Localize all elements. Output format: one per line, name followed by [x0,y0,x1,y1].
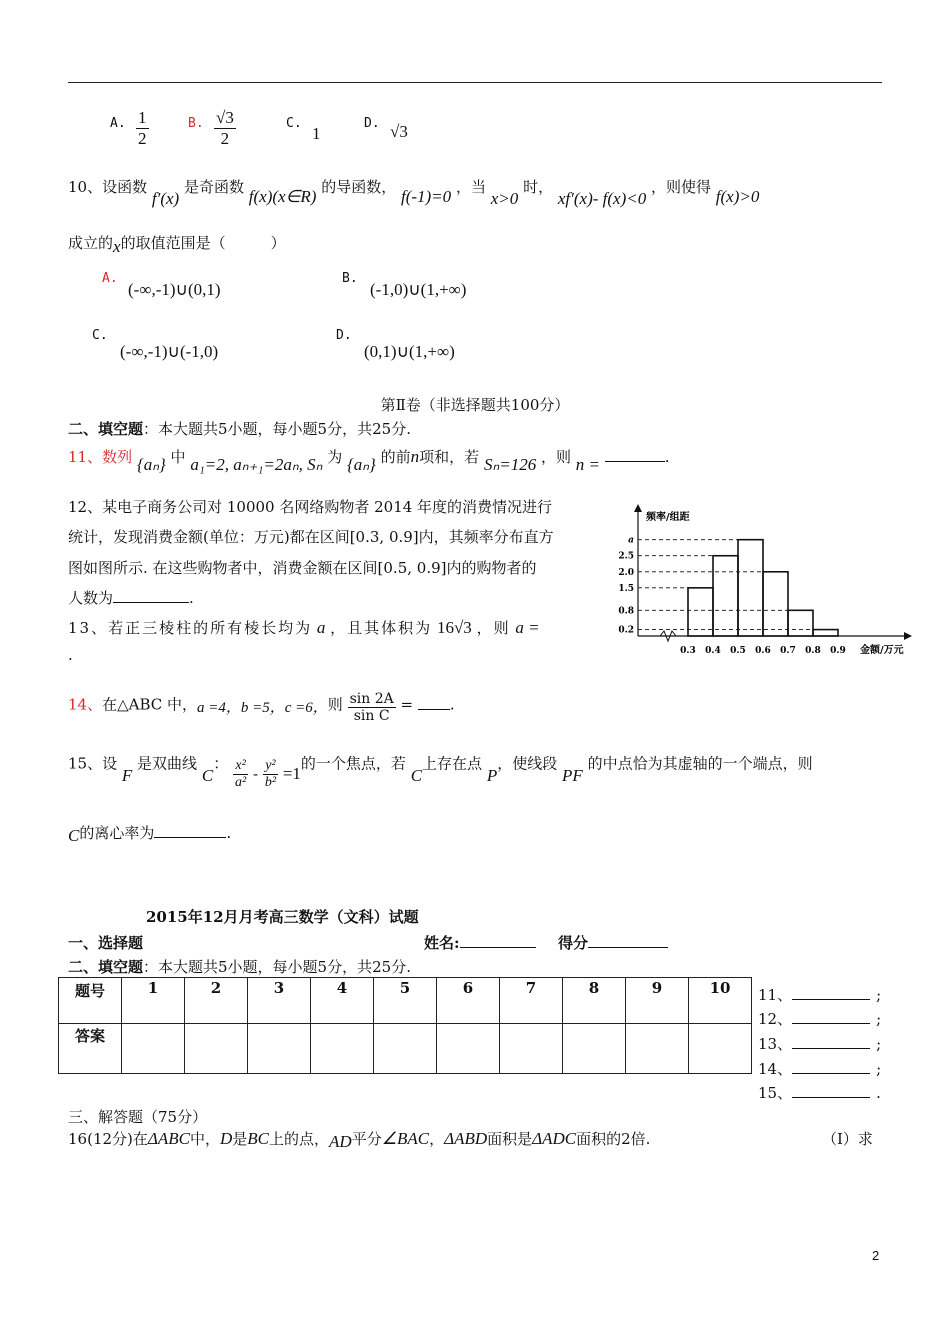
q14-num: 14、 [68,695,103,714]
blank-label: 13、 [758,1035,793,1053]
q15-P: P [486,765,498,785]
q10-line1 [68,176,760,208]
histogram-bar [788,610,813,636]
q15-F: F [121,765,133,785]
q15-t5: ，使线段 [497,754,558,773]
q15-C: C [201,765,214,785]
blank-end: ; [876,1060,882,1078]
blank-14 [758,1058,881,1079]
q-number: 3 [248,978,311,1024]
answer-table [58,977,752,1074]
x-tick-label: 0.9 [830,646,846,656]
histogram-bar [688,588,713,636]
q9-b-num: √3 [216,108,234,127]
q14-eq: = [400,695,414,714]
q11-t5: 项和，若 [419,448,480,466]
q15-t1: 15、设 [68,754,118,773]
q16-t7: 面积是 [487,1130,533,1148]
q16-abc: ΔABC [147,1129,190,1148]
q11-seq2: {aₙ} [346,455,376,474]
q16-adc: ΔADC [532,1129,577,1148]
q15-eq1: =1 [282,763,301,783]
score-label: 得分 [558,934,589,952]
q14-t1: 在△ABC 中， [102,695,198,714]
blank-12 [758,1008,881,1029]
q16-BC: BC [247,1129,270,1148]
q9-option-d-label: D. [364,116,380,131]
x-tick-label: 0.3 [680,646,696,656]
q10-t3: ，当 [455,178,486,196]
q10-opt-b-label: B. [342,271,358,286]
q16-t8: 面积的2倍. [576,1130,651,1148]
x-tick-label: 0.4 [705,646,721,656]
q10-cond2: x>0 [490,189,519,208]
q15-PF: PF [562,765,583,785]
blank-11 [758,984,881,1005]
histogram-bar [738,540,763,636]
q10-cond4: f(x)>0 [715,187,760,206]
q12-line3: 图如图所示. 在这些购物者中，消费金额在区间[0.5, 0.9]内的购物者的 [68,559,537,577]
q10-opt-d-label: D. [336,328,352,343]
q14-end: . [449,695,455,714]
name-blank[interactable] [460,946,536,948]
q15-t6: 的中点恰为其虚轴的一个端点，则 [587,754,813,773]
q10-opt-d: (0,1)∪(1,+∞) [364,342,455,361]
row-head-answer: 答案 [59,1024,122,1074]
blank-end: . [876,1084,881,1102]
q9-option-d-value: √3 [390,122,408,141]
q16-t4: 上的点， [269,1130,330,1148]
q10-opt-b: (-1,0)∪(1,+∞) [370,280,467,299]
q10-cond1: f(-1)=0 [401,187,452,206]
q11 [68,446,670,474]
q12-line4end: . [189,589,194,607]
q13-text1: 13、若正三棱柱的所有棱长均为 [68,619,313,637]
answer-sheet-sec1: 一、选择题 [68,934,144,952]
q11-t2: 中 [170,448,186,466]
q-number: 9 [626,978,689,1024]
q10-t1: 是奇函数 [183,178,244,196]
blank-13 [758,1033,881,1054]
q10-opt-a: (-∞,-1)∪(0,1) [128,280,221,299]
section-3-title: 三、解答题（75分） [68,1108,208,1126]
x-tick-label: 0.7 [780,646,796,656]
y-tick-label: 2.0 [618,567,634,578]
y-tick-label: 1.5 [618,583,634,594]
q14-den-expr: sin C [353,708,390,724]
q10-var: x [113,237,121,256]
q15-a2: a² [234,775,247,790]
blank-end: ; [876,986,882,1004]
q9-option-b-value [214,108,236,149]
x-axis-arrow [904,632,912,640]
q14 [68,689,455,722]
answer-cell-6[interactable] [437,1024,500,1074]
histogram-bar [813,630,838,636]
y-tick-label: 2.5 [618,551,634,562]
answer-cell-2[interactable] [185,1024,248,1074]
q15-line2 [68,822,231,843]
q14-t2: 则 [327,695,343,714]
q11-t4: 的前 [380,448,411,466]
blank-line-11[interactable] [792,998,870,1000]
answer-cell-8[interactable] [563,1024,626,1074]
q10-opt-c: (-∞,-1)∪(-1,0) [120,342,219,361]
histogram-chart [608,500,930,662]
q10-t5: ，则使得 [651,178,712,196]
blank-label: 15、 [758,1084,793,1102]
q16-t6: ， [429,1130,445,1148]
answer-table-answer-row [59,1024,752,1074]
blank-line-12[interactable] [792,1022,870,1024]
q16-D: D [220,1129,233,1148]
q10-opt-a-label: A. [102,271,118,286]
q11-formula: a₁=2, aₙ₊₁=2aₙ, Sₙ [190,455,323,474]
q15-frac-y [263,758,278,791]
q9-option-c-value: 1 [312,124,321,143]
q11-t6: ，则 [540,448,571,466]
q10-line2b: 的取值范围是（ ） [120,234,286,252]
header-rule [68,82,882,83]
q16 [68,1128,650,1149]
q9-option-a-value [136,108,149,149]
q12-line4 [68,587,194,608]
q11-n: n [410,447,420,466]
q14-num-expr: sin 2A [349,691,394,707]
q14-fraction [348,691,396,724]
blank-line-14[interactable] [792,1072,870,1074]
fill-header [68,418,411,439]
score-blank[interactable] [588,946,668,948]
q9-option-b-label: B. [188,116,204,131]
q11-ask: n = [575,455,601,474]
q15-minus: - [252,764,259,783]
histogram-bar [713,556,738,636]
q11-sn: Sₙ=126 [483,455,537,474]
q16-AD: AD [329,1132,352,1151]
answer-sheet-sec2-bold: 二、填空题 [68,958,144,976]
q-number: 10 [689,978,752,1024]
q13-end: ，则 [476,619,511,637]
blank-label: 14、 [758,1060,793,1078]
answer-cell-7[interactable] [500,1024,563,1074]
fill-header-bold: 二、填空题 [68,420,144,438]
q16-abd: ΔABD [444,1129,488,1148]
q15-C2: C [410,765,423,785]
q-number: 7 [500,978,563,1024]
q-number: 1 [122,978,185,1024]
q11-t3: 为 [327,448,343,466]
q-number: 4 [311,978,374,1024]
q14-blank[interactable] [418,708,450,710]
q15-t3: 的一个焦点，若 [300,754,406,773]
blank-label: 12、 [758,1010,793,1028]
q13-line2: . [68,646,73,664]
answer-cell-1[interactable] [122,1024,185,1074]
q16-angle: ∠BAC [381,1129,430,1148]
fill-header-rest: ：本大题共5小题，每小题5分，共25分. [143,420,411,438]
answer-sheet-sec2-rest: ：本大题共5小题，每小题5分，共25分. [143,958,411,976]
q10-cond3: xf′(x)- f(x)<0 [557,189,647,208]
q16-t2: 中， [189,1130,220,1148]
blank-line-15[interactable] [792,1096,870,1098]
x-axis-label: 金额/万元 [860,645,904,656]
q9-b-den: 2 [220,129,230,148]
q15-t4: 上存在点 [422,754,483,773]
q9-a-num: 1 [138,108,147,127]
q16-t1: 16(12分)在 [68,1130,148,1148]
name-label: 姓名: [424,934,460,952]
q9-a-den: 2 [138,129,147,148]
answer-cell-4[interactable] [311,1024,374,1074]
q15-line2-text: 的离心率为 [79,824,155,842]
q13-a: a [316,618,326,637]
y-tick-label: 0.2 [618,625,634,636]
q15-line2-C: C [68,826,80,845]
q15-line1 [68,748,813,790]
row-head-number: 题号 [59,978,122,1024]
q16-t3: 是 [232,1130,248,1148]
q15-x2: x² [233,758,248,775]
blank-end: ; [876,1035,882,1053]
q-number: 2 [185,978,248,1024]
q9-option-a-label: A. [110,116,126,131]
q15-blank[interactable] [154,836,226,838]
q-number: 6 [437,978,500,1024]
q11-seq: {aₙ} [136,455,166,474]
y-tick-label: 0.8 [618,606,634,617]
part2-title: 第Ⅱ卷（非选择题共100分） [380,396,570,414]
x-tick-label: 0.5 [730,646,746,656]
q16-part1: （Ⅰ）求 [822,1130,873,1148]
q10-opt-c-label: C. [92,328,108,343]
q11-end: . [664,448,670,466]
q12-line1: 12、某电子商务公司对 10000 名网络购物者 2014 年度的消费情况进行 [68,498,553,516]
q13-mid: ，且其体积为 [330,619,433,637]
y-tick-label: a [628,535,634,546]
q16-t5: 平分 [351,1130,382,1148]
y-axis-arrow [634,504,642,512]
q15-y2: y² [263,758,278,775]
x-tick-label: 0.6 [755,646,771,656]
q-number: 8 [563,978,626,1024]
blank-line-13[interactable] [792,1047,870,1049]
answer-cell-9[interactable] [626,1024,689,1074]
blank-end: ; [876,1010,882,1028]
q12-line2: 统计，发现消费金额(单位：万元)都在区间[0.3, 0.9]内，其频率分布直方 [68,528,554,546]
q15-b2: b² [264,775,277,790]
histogram-bar [763,572,788,636]
q10-fx: f(x)(x∈R) [248,187,317,206]
q11-num: 11、 [68,448,103,466]
q10-t4: 时， [523,178,554,196]
q11-t1: 数列 [102,448,133,466]
answer-sheet-title: 2015年12月月考高三数学（文科）试题 [146,908,419,926]
q12-blank[interactable] [113,601,189,603]
answer-cell-5[interactable] [374,1024,437,1074]
q13-ask: a = [515,618,540,637]
answer-sheet-sec2 [68,956,411,977]
q15-frac-x [233,758,248,791]
q11-blank[interactable] [605,460,665,462]
blank-15 [758,1082,881,1103]
q10-intro: 10、设函数 [68,178,148,196]
q14-vals: a =4，b =5，c =6， [197,699,328,716]
q9-option-c-label: C. [286,116,302,131]
q13-line1 [68,617,540,638]
q13-vol: 16√3 [436,618,472,637]
answer-cell-3[interactable] [248,1024,311,1074]
q12-line4-text: 人数为 [68,589,114,607]
q10-line2-text: 成立的 [68,234,114,252]
q10-fprime: f′(x) [151,189,180,208]
q-number: 5 [374,978,437,1024]
page-number: 2 [872,1248,880,1263]
name-field [424,932,536,953]
blank-label: 11、 [758,986,793,1004]
q10-t2: 的导函数， [321,178,397,196]
q10-line2 [68,232,286,256]
answer-table-number-row [59,978,752,1024]
x-tick-label: 0.8 [805,646,821,656]
q15-line2-end: . [226,824,232,842]
q15-colon: ： [213,754,229,773]
y-axis-label: 频率/组距 [646,512,690,523]
score-field [558,932,668,953]
answer-cell-10[interactable] [689,1024,752,1074]
q15-t2: 是双曲线 [137,754,198,773]
